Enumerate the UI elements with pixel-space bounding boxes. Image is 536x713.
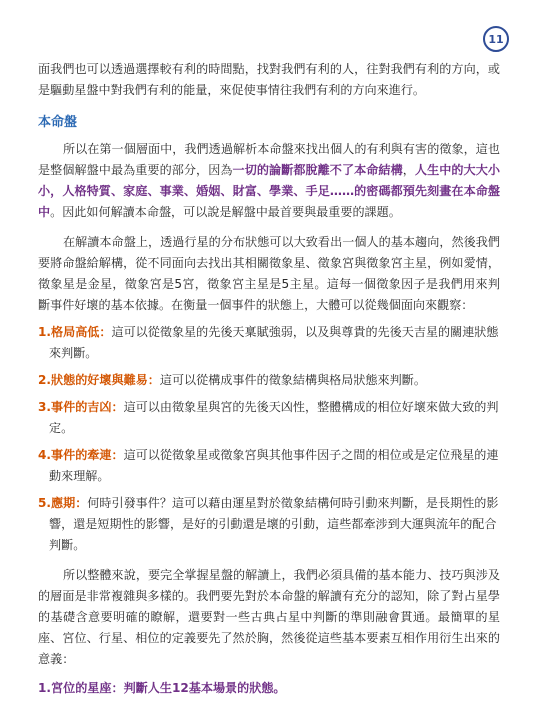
paragraph-summary: 所以整體來說，要完全掌握星盤的解讀上，我們必須具備的基本能力、技巧與涉及的層面是非常複雜與多樣的。我們要先對於本命盤的解讀有充分的認知，除了對占星學的基礎含意要明確的瞭解，還要對一些古典占星中判斷的準則融會貫通。最簡單的星座、宮位、行星、相位的定義要先了然於胸，然後從這些基本要素互相作用衍生出來的意義： xyxy=(38,568,500,666)
house-sign-item: 1.宮位的星座：判斷人生12基本場景的狀態。 xyxy=(38,681,286,695)
intro-paragraph: 面我們也可以透過選擇較有利的時間點，找對我們有利的人，往對我們有利的方向，或是驅動星盤中對我們有利的能量，來促使事情往我們有利的方向來進行。 xyxy=(38,62,500,97)
p1-highlight-structure: 一切的論斷都脫離不了本命結構 xyxy=(232,163,403,177)
list-item-label: 4.事件的牽連： xyxy=(38,448,124,462)
section-heading: 本命盤 xyxy=(38,115,78,130)
paragraph-interpretation: 在解讀本命盤上，透過行星的分布狀態可以大致看出一個人的基本趨向，然後我們要將命盤給解構，從不同面向去找出其相關徵象星、徵象宮與徵象宮主星，例如愛情，徵象星是金星，徵象宮是5宮，徵象宮主星是5主星。這每一個徵象因子是我們用來判斷事件好壞的基本依據。在衡量一個事件的狀態上，大體可以從幾個面向來觀察： xyxy=(38,235,500,312)
list-item xyxy=(38,397,500,439)
list-item-label: 3.事件的吉凶： xyxy=(38,400,124,414)
list-item-text: 這可以從構成事件的徵象結構與格局狀態來判斷。 xyxy=(159,373,426,387)
list-item xyxy=(38,322,500,364)
list-item xyxy=(38,445,500,487)
list-item-label: 2.狀態的好壞與難易： xyxy=(38,373,160,387)
list-item-text: 何時引發事件？這可以藉由運星對於徵象結構何時引動來判斷，是長期性的影響，還是短期性的影響，是好的引動還是壞的引動，這些都牽涉到大運與流年的配合判斷。 xyxy=(49,496,499,552)
list-item-text: 這可以從徵象星或徵象宮與其他事件因子之間的相位或是定位飛星的連動來理解。 xyxy=(49,448,499,483)
p1-text-c: ， xyxy=(402,163,415,177)
list-item-label: 5.應期： xyxy=(38,496,88,510)
list-item xyxy=(38,493,500,556)
p1-text-e: 。因此如何解讀本命盤，可以說是解盤中最首要與最重要的課題。 xyxy=(50,205,401,219)
p1-text-a: 所以在第一個層面中，我們透過解析本命盤來找出個人的有利與有害的徵象，這也是整個解盤中最為重要的部分，因為 xyxy=(38,142,500,177)
list-item-text: 這可以從徵象星的先後天稟賦強弱，以及與尊貴的先後天吉星的關連狀態來判斷。 xyxy=(49,325,499,360)
page-number-badge: 11 xyxy=(483,26,509,52)
aspect-list xyxy=(38,322,500,556)
document-body xyxy=(38,59,500,699)
paragraph-natal-chart xyxy=(38,139,500,223)
list-item-label: 1.格局高低： xyxy=(38,325,112,339)
p1-highlight-life-code: 人生中的大大小小，人格特質、家庭、事業、婚姻、財富、學業、手足……的密碼都預先刻畫在本命盤中 xyxy=(38,163,500,219)
list-item xyxy=(38,370,500,391)
list-item-text: 這可以由徵象星與宮的先後天凶性，整體構成的相位好壞來做大致的判定。 xyxy=(49,400,499,435)
